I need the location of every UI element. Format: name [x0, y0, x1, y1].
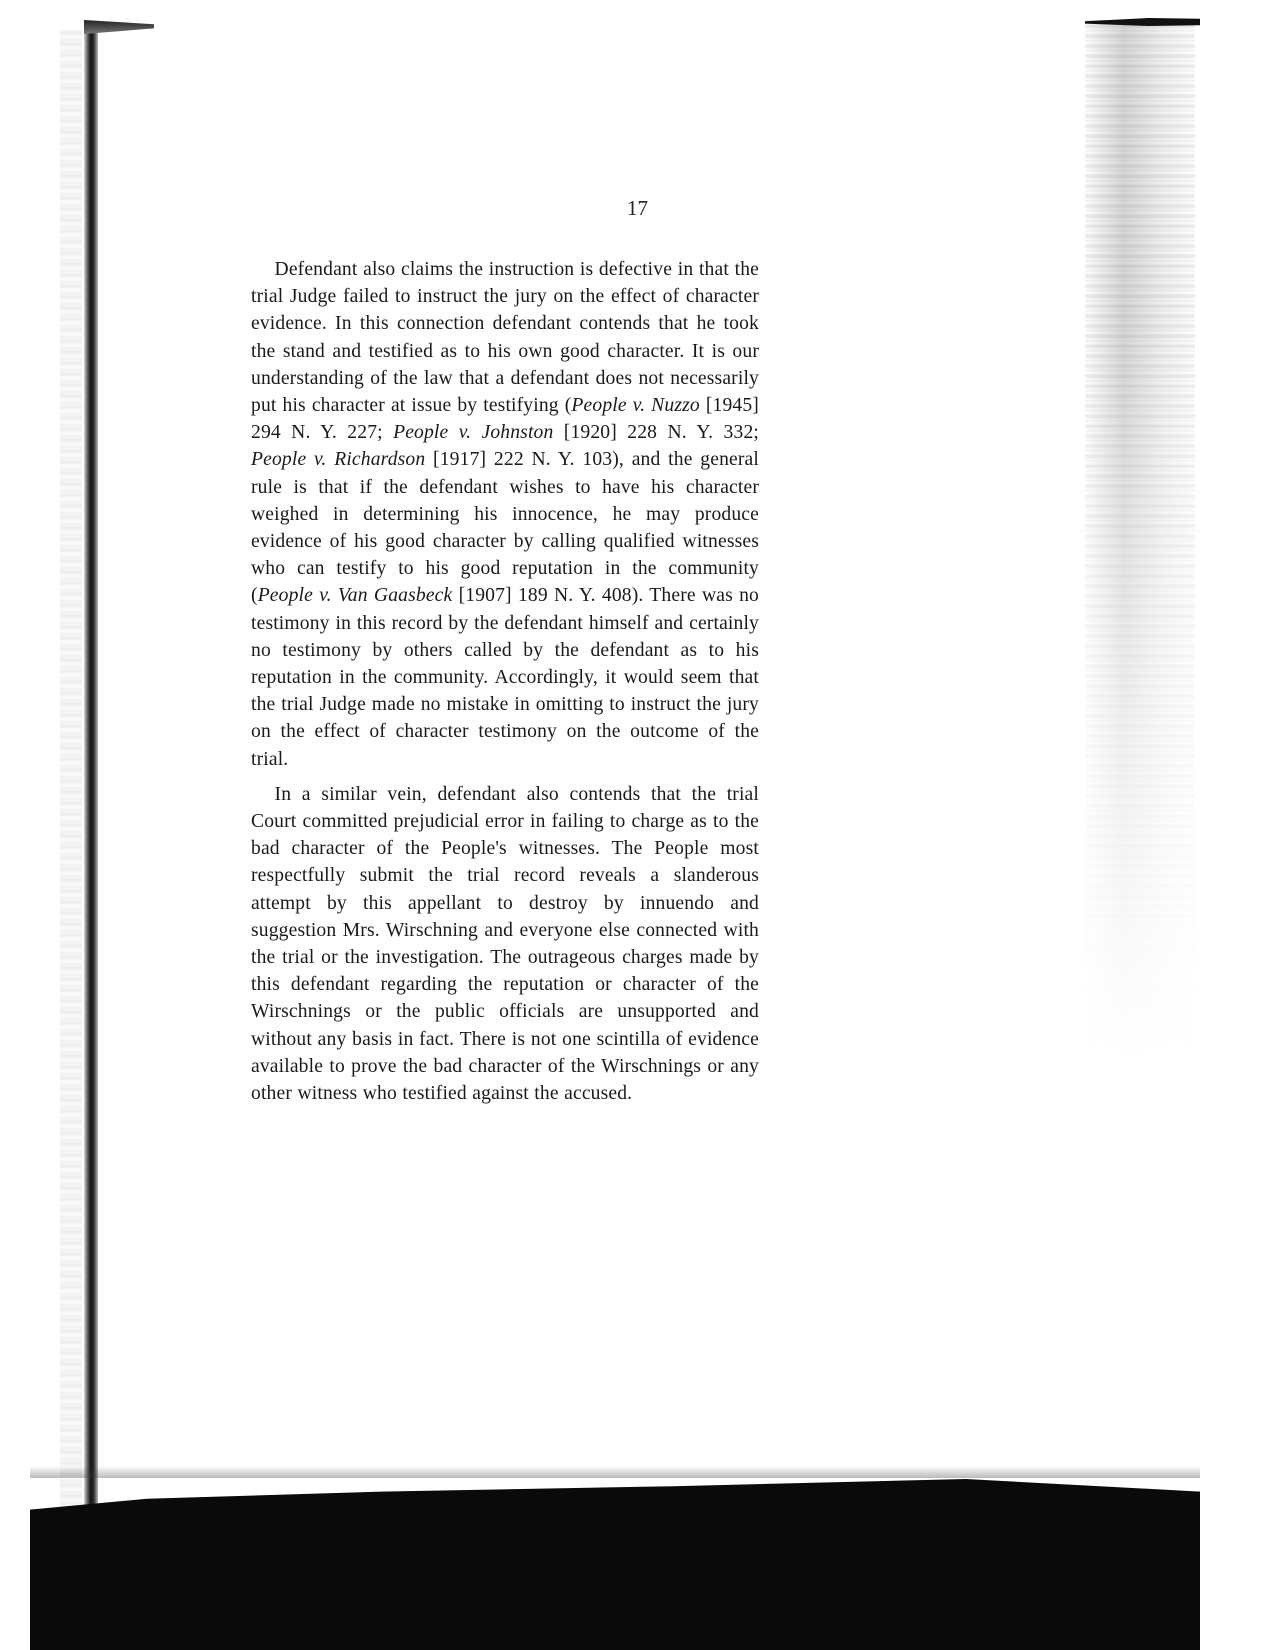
- body-text: [251, 256, 759, 1107]
- scan-bottom-shadow: [30, 1466, 1200, 1478]
- paragraph: [251, 781, 759, 1107]
- paragraph-text: [1945] 294 N. Y. 227;: [251, 395, 759, 444]
- paragraph-text: In a similar vein, defendant also contends that the trial Court committed prejudicial error in failing to charge as to the bad character of the People's witnesses. The People most respectfully submit the trial record reveals a slanderous attempt by this appellant to destroy by innuendo and suggestion Mrs. Wirschning and everyone else connected with the trial or the investigation. The outrageous charges made by this defendant regarding the reputation or character of the Wirschnings or the public officials are unsupported and without any basis in fact. There is not one scintilla of evidence available to prove the bad character of the Wirschnings or any other witness who testified against the accused.: [251, 783, 759, 1105]
- paragraph: [251, 256, 759, 773]
- paragraph-text: [1917] 222 N. Y. 103), and the general rule is that if the defendant wishes to have his character weighed in determining his innocence, he may produce evidence of his good character by calling qualified witnesses who can testify to his good reputation in the community (: [251, 449, 759, 607]
- paragraph-text: Defendant also claims the instruction is defective in that the trial Judge failed to instruct the jury on the effect of character evidence. In this connection defendant contends that he took the stand and testified as to his own good character. It is our understanding of the law that a defendant does not necessarily put his character at issue by testifying (: [251, 259, 759, 417]
- paragraph-text: [1907] 189 N. Y. 408). There was no testimony in this record by the defendant himself and certainly no testimony by others called by the defendant as to his reputation in the community. Accordingly, it would seem that the trial Judge made no mistake in omitting to instruct the jury on the effect of character testimony on the outcome of the trial.: [251, 585, 759, 770]
- scan-binding-shadow: [60, 30, 82, 1510]
- case-citation: People v. Van Gaasbeck: [257, 585, 453, 607]
- page-number: 17: [627, 196, 648, 220]
- case-citation: People v. Nuzzo: [571, 395, 700, 417]
- case-citation: People v. Richardson: [251, 449, 426, 471]
- scan-bottom-edge: [30, 1470, 1200, 1650]
- scan-left-edge: [84, 28, 98, 1518]
- case-citation: People v. Johnston: [393, 422, 554, 444]
- paragraph-text: [1920] 228 N. Y. 332;: [553, 422, 759, 444]
- scan-left-corner: [84, 20, 154, 34]
- scan-right-edge-noise: [1085, 20, 1195, 1060]
